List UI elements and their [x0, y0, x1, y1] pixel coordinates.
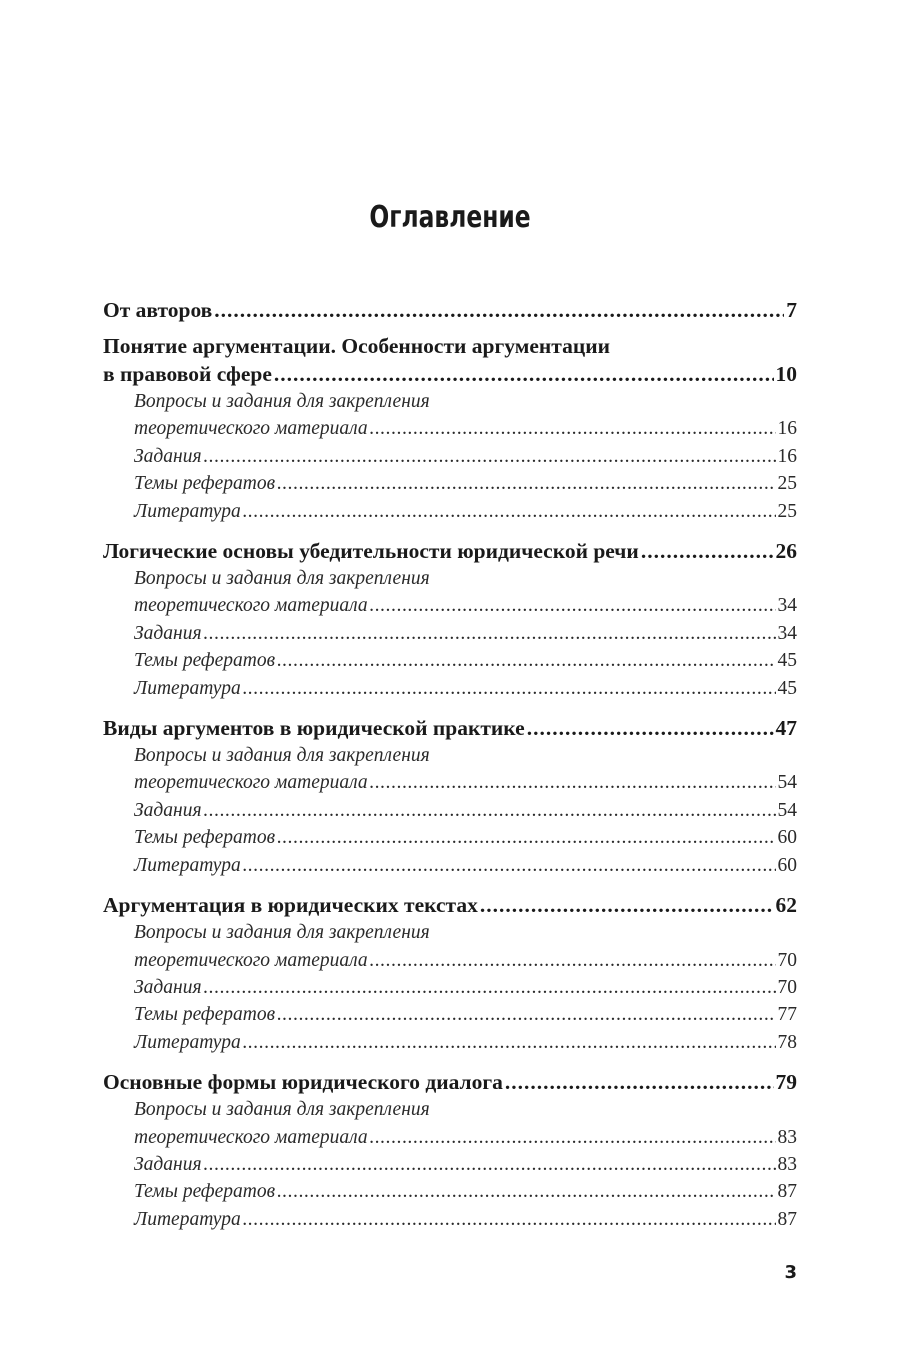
- toc-subentry-topics[interactable]: [103, 1178, 797, 1205]
- dot-leader: [243, 498, 776, 525]
- toc-subentry-title: теоретического материала: [134, 949, 368, 971]
- toc-subentry-title: Темы рефератов: [134, 650, 276, 672]
- dot-leader: [480, 891, 774, 919]
- toc-entry-page: 79: [775, 1070, 797, 1095]
- dot-leader: [243, 675, 776, 702]
- toc-subentry-title: Литература: [134, 500, 241, 522]
- toc-subentry-questions[interactable]: [103, 769, 797, 796]
- dot-leader: [277, 1178, 775, 1205]
- toc-group-chapter-5: [103, 1068, 797, 1233]
- dot-leader: [274, 360, 774, 388]
- toc-subentry-page: 54: [777, 799, 797, 821]
- toc-entry-chapter[interactable]: [103, 891, 797, 919]
- toc-entry-page: 26: [775, 539, 797, 564]
- toc-subentry-title: Литература: [134, 1031, 241, 1053]
- dot-leader: [370, 947, 776, 974]
- toc-entry-chapter[interactable]: [103, 1068, 797, 1096]
- toc-subentry-page: 83: [777, 1126, 797, 1148]
- toc-subentry-page: 77: [777, 1004, 797, 1026]
- toc-subentry-page: 87: [777, 1208, 797, 1230]
- dot-leader: [370, 769, 776, 796]
- toc-subentry-questions-line[interactable]: Вопросы и задания для закрепления: [134, 391, 430, 412]
- toc-subentry-page: 78: [777, 1031, 797, 1053]
- toc-subentry-questions-line[interactable]: Вопросы и задания для закрепления: [134, 745, 430, 767]
- toc-subentry-questions-line[interactable]: Вопросы и задания для закрепления: [134, 1099, 430, 1121]
- dot-leader: [204, 443, 776, 470]
- toc-subentry-page: 45: [777, 650, 797, 672]
- toc-subentry-tasks[interactable]: [103, 974, 797, 1001]
- toc-subentry-tasks[interactable]: [103, 1151, 797, 1178]
- toc-subentry-title: Задания: [134, 799, 202, 821]
- toc-group-chapter-2: [103, 537, 797, 702]
- toc-entry-title: в правовой сфере: [103, 362, 272, 386]
- dot-leader: [641, 537, 774, 565]
- dot-leader: [277, 824, 775, 851]
- toc-entry-title: Виды аргументов в юридической практике: [103, 716, 525, 741]
- toc-entry-intro[interactable]: [103, 296, 797, 324]
- toc-subentry-literature[interactable]: [103, 498, 797, 525]
- dot-leader: [243, 852, 776, 879]
- toc-group-chapter-3: [103, 714, 797, 879]
- toc-subentry-questions[interactable]: [103, 1124, 797, 1151]
- dot-leader: [277, 470, 775, 497]
- toc-subentry-page: 60: [777, 854, 797, 876]
- dot-leader: [370, 415, 776, 442]
- toc-subentry-page: 45: [777, 677, 797, 699]
- toc-subentry-title: Задания: [134, 622, 202, 644]
- toc-subentry-page: 54: [777, 772, 797, 794]
- toc-subentry-title: теоретического материала: [134, 595, 368, 617]
- page-title: Оглавление: [369, 200, 531, 235]
- toc-entry-title: Аргументация в юридических текстах: [103, 893, 478, 918]
- toc-subentry-title: Темы рефератов: [134, 473, 276, 495]
- toc-subentry-title: теоретического материала: [134, 418, 368, 440]
- toc-subentry-page: 83: [777, 1153, 797, 1175]
- dot-leader: [204, 797, 776, 824]
- dot-leader: [277, 647, 775, 674]
- toc-entry-chapter[interactable]: [103, 360, 797, 388]
- toc-subentry-page: 34: [777, 595, 797, 617]
- toc-entry-title: От авторов: [103, 298, 213, 322]
- toc-subentry-literature[interactable]: [103, 852, 797, 879]
- toc-subentry-literature[interactable]: [103, 1206, 797, 1233]
- toc-entry-page: 10: [775, 362, 797, 386]
- toc-subentry-title: Задания: [134, 445, 202, 467]
- toc-entry-page: 47: [775, 716, 797, 741]
- toc-subentry-title: Задания: [134, 1153, 202, 1175]
- toc-entry-chapter[interactable]: [103, 537, 797, 565]
- toc-subentry-topics[interactable]: [103, 647, 797, 674]
- dot-leader: [370, 592, 776, 619]
- toc-entry-page: 7: [786, 298, 797, 322]
- toc-subentry-title: теоретического материала: [134, 772, 368, 794]
- toc-subentry-questions[interactable]: [103, 592, 797, 619]
- toc-subentry-literature[interactable]: [103, 675, 797, 702]
- toc-subentry-topics[interactable]: [103, 824, 797, 851]
- toc-subentry-title: Темы рефератов: [134, 1004, 276, 1026]
- toc-subentry-title: Задания: [134, 976, 202, 998]
- toc-subentry-topics[interactable]: [103, 470, 797, 497]
- toc-subentry-title: Литература: [134, 677, 241, 699]
- dot-leader: [204, 1151, 776, 1178]
- dot-leader: [243, 1206, 776, 1233]
- toc-subentry-title: Литература: [134, 854, 241, 876]
- toc-subentry-topics[interactable]: [103, 1001, 797, 1028]
- toc-subentry-title: теоретического материала: [134, 1126, 368, 1148]
- toc-entry-title: Основные формы юридического диалога: [103, 1070, 503, 1095]
- toc-subentry-tasks[interactable]: [103, 620, 797, 647]
- dot-leader: [243, 1029, 776, 1056]
- toc-subentry-tasks[interactable]: [103, 443, 797, 470]
- dot-leader: [214, 296, 784, 324]
- toc-subentry-page: 60: [777, 827, 797, 849]
- dot-leader: [370, 1124, 776, 1151]
- toc-subentry-page: 16: [777, 418, 797, 440]
- toc-subentry-page: 25: [777, 500, 797, 522]
- toc-subentry-questions[interactable]: [103, 947, 797, 974]
- toc-subentry-page: 25: [777, 473, 797, 495]
- toc-entry-page: 62: [775, 893, 797, 918]
- toc-entry-chapter[interactable]: [103, 714, 797, 742]
- table-of-contents: [103, 296, 797, 1245]
- toc-subentry-questions[interactable]: [103, 415, 797, 442]
- toc-subentry-title: Темы рефератов: [134, 827, 276, 849]
- dot-leader: [204, 974, 776, 1001]
- toc-subentry-page: 87: [777, 1181, 797, 1203]
- dot-leader: [527, 714, 774, 742]
- toc-subentry-literature[interactable]: [103, 1029, 797, 1056]
- toc-subentry-page: 16: [777, 445, 797, 467]
- toc-group-intro: [103, 296, 797, 324]
- toc-subentry-title: Литература: [134, 1208, 241, 1230]
- toc-group-chapter-1: [103, 332, 797, 525]
- toc-subentry-page: 34: [777, 622, 797, 644]
- toc-subentry-page: 70: [777, 949, 797, 971]
- toc-subentry-questions-line[interactable]: Вопросы и задания для закрепления: [134, 568, 430, 590]
- toc-subentry-page: 70: [777, 976, 797, 998]
- toc-group-chapter-4: [103, 891, 797, 1056]
- toc-entry-title: Логические основы убедительности юридической речи: [103, 539, 639, 564]
- dot-leader: [204, 620, 776, 647]
- dot-leader: [505, 1068, 774, 1096]
- toc-subentry-questions-line[interactable]: Вопросы и задания для закрепления: [134, 922, 430, 944]
- toc-chapter-title-line[interactable]: Понятие аргументации. Особенности аргументации: [103, 334, 611, 358]
- page-number: 3: [784, 1262, 797, 1283]
- dot-leader: [277, 1001, 775, 1028]
- toc-subentry-tasks[interactable]: [103, 797, 797, 824]
- toc-subentry-title: Темы рефератов: [134, 1181, 276, 1203]
